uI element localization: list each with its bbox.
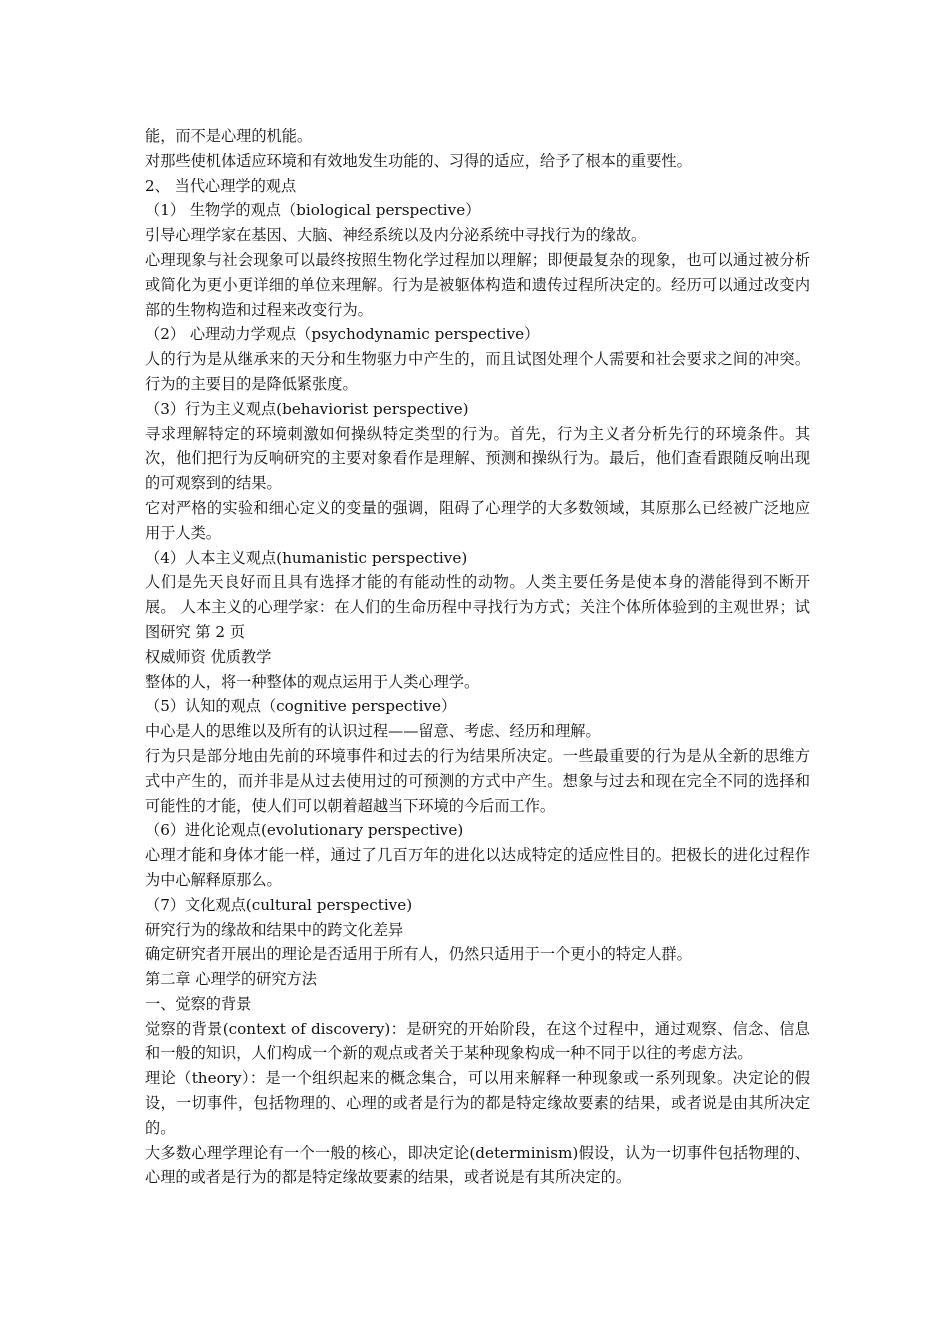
document-page — [145, 124, 810, 1190]
paragraph: 整体的人，将一种整体的观点运用于人类心理学。 — [145, 672, 480, 691]
paragraph: 确定研究者开展出的理论是否适用于所有人，仍然只适用于一个更小的特定人群。 — [145, 945, 692, 964]
paragraph: 寻求理解特定的环境刺激如何操纵特定类型的行为。首先，行为主义者分析先行的环境条件。其次，他们把行为反响研究的主要对象看作是理解、预测和操纵行为。最后，他们查看跟随反响出现的可观察到的结果。 — [145, 424, 810, 493]
subsection-heading: （5）认知的观点（cognitive perspective） — [145, 697, 457, 716]
section-heading: 2、 当代心理学的观点 — [145, 176, 297, 195]
paragraph: 理论（theory）：是一个组织起来的概念集合，可以用来解释一种现象或一系列现象。决定论的假设，一切事件，包括物理的、心理的或者是行为的都是特定缘故要素的结果，或者说是由其所决定的。 — [145, 1069, 810, 1137]
paragraph: 大多数心理学理论有一个一般的核心，即决定论(determinism)假设，认为一切事件包括物理的、心理的或者是行为的都是特定缘故要素的结果，或者说是有其所决定的。 — [145, 1143, 810, 1187]
paragraph: 它对严格的实验和细心定义的变量的强调，阻碍了心理学的大多数领域，其原那么已经被广泛地应用于人类。 — [145, 498, 810, 542]
paragraph: 能，而不是心理的机能。 — [145, 127, 313, 145]
paragraph: 中心是人的思维以及所有的认识过程——留意、考虑、经历和理解。 — [145, 722, 601, 741]
subsection-heading: （7）文化观点(cultural perspective) — [145, 895, 413, 914]
subsection-heading: （4）人本主义观点(humanistic perspective) — [145, 548, 468, 567]
paragraph: 引导心理学家在基因、大脑、神经系统以及内分泌系统中寻找行为的缘故。 — [145, 226, 647, 245]
page-footer-note: 权威师资 优质教学 — [145, 647, 272, 666]
subsection-heading: （2） 心理动力学观点（psychodynamic perspective） — [145, 325, 540, 344]
chapter-heading: 第二章 心理学的研究方法 — [145, 970, 317, 989]
section-heading: 一、觉察的背景 — [145, 994, 252, 1013]
paragraph: 心理才能和身体才能一样，通过了几百万年的进化以达成特定的适应性目的。把极长的进化过程作为中心解释原那么。 — [145, 846, 810, 889]
paragraph: 研究行为的缘故和结果中的跨文化差异 — [145, 920, 404, 939]
paragraph: 对那些使机体适应环境和有效地发生功能的、习得的适应，给予了根本的重要性。 — [145, 151, 692, 170]
subsection-heading: （6）进化论观点(evolutionary perspective) — [145, 821, 464, 840]
paragraph: 人的行为是从继承来的天分和生物驱力中产生的，而且试图处理个人需要和社会要求之间的冲突。行为的主要目的是降低紧张度。 — [145, 350, 810, 393]
paragraph: 觉察的背景(context of discovery)：是研究的开始阶段，在这个过程中，通过观察、信念、信息和一般的知识，人们构成一个新的观点或者关于某种现象构成一种不同于以往的考虑方法。 — [145, 1019, 810, 1063]
paragraph: 心理现象与社会现象可以最终按照生物化学过程加以理解；即便最复杂的现象，也可以通过被分析或简化为更小更详细的单位来理解。行为是被躯体构造和遗传过程所决定的。经历可以通过改变内部的生物构造和过程来改变行为。 — [145, 250, 810, 319]
subsection-heading: （1） 生物学的观点（biological perspective） — [145, 201, 481, 220]
paragraph: 行为只是部分地由先前的环境事件和过去的行为结果所决定。一些最重要的行为是从全新的思维方式中产生的，而并非是从过去使用过的可预测的方式中产生。想象与过去和现在完全不同的选择和可能性的才能，使人们可以朝着超越当下环境的今后而工作。 — [145, 746, 810, 815]
paragraph: 人们是先天良好而且具有选择才能的有能动性的动物。人类主要任务是使本身的潜能得到不断开展。 人本主义的心理学家：在人们的生命历程中寻找行为方式；关注个体所体验到的主观世界；试图研究 第 2 页 — [145, 573, 810, 641]
subsection-heading: （3）行为主义观点(behaviorist perspective) — [145, 399, 469, 418]
